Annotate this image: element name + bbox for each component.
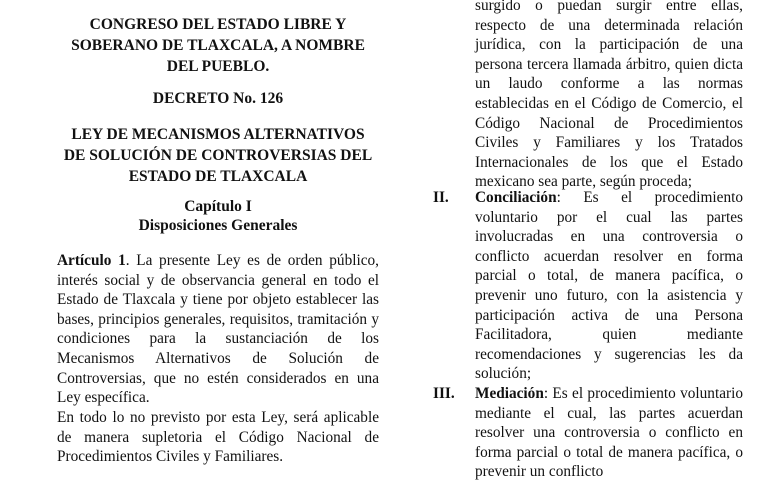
decree-number: DECRETO No. 126: [152, 90, 284, 107]
law-title: LEY DE MECANISMOS ALTERNATIVOS DE SOLUCIÓN DE CONTROVERSIAS DEL ESTADO DE TLAXCALA: [63, 126, 373, 185]
list-item-mediacion: [433, 384, 743, 482]
item-term: Mediación: [475, 385, 544, 402]
paragraph-supletoria: En todo lo no previsto por esta Ley, será aplicable de manera supletoria el Código Nacional de Procedimientos Civiles y Familiares.: [57, 409, 379, 466]
item-body: [475, 384, 743, 482]
arbitration-continuation: surgido o puedan surgir entre ellas, respecto de una determinada relación jurídica, con la participación de una persona tercera llamada árbitro, quien dicta un laudo conforme a las normas establecidas en el Código de Comercio, el Código Nacional de Procedimientos Civiles y Familiares y los Tratados Internacionales de los que el Estado mexicano sea parte, según proceda;: [475, 0, 743, 191]
item-number: III.: [433, 385, 455, 402]
item-term: Conciliación: [475, 189, 557, 206]
article-1-text: . La presente Ley es de orden público, interés social y de observancia general en todo el Estado de Tlaxcala y tiene por objeto establecer las bases, principios generales, requisitos, tramitación y condiciones para la sustanciación de los Mecanismos Alternativos de Solución de Controversias, que no estén considerados en una Ley específica.: [57, 252, 379, 407]
item-body: [475, 188, 743, 384]
item-text: : Es el procedimiento voluntario por el cual las partes involucradas en una controversia o conflicto acuerdan resolver en forma parcial o total, de manera pacífica, o prevenir uno futuro, con la asistencia y participación activa de una Persona Facilitadora, quien mediante recomendaciones y sugerencias les da solución;: [475, 189, 743, 383]
article-1-label: Artículo 1: [57, 252, 126, 269]
article-1: [57, 251, 379, 408]
item-number: II.: [433, 189, 449, 206]
item-text: : Es el procedimiento voluntario mediante el cual, las partes acuerdan resolver una controversia o conflicto en forma parcial o total de manera pacífica, o prevenir un conflicto: [475, 385, 743, 481]
chapter-number: Capítulo I: [184, 198, 252, 215]
list-item-conciliacion: [433, 188, 743, 384]
chapter-name: Disposiciones Generales: [138, 217, 298, 234]
congress-title: CONGRESO DEL ESTADO LIBRE Y SOBERANO DE TLAXCALA, A NOMBRE DEL PUEBLO.: [71, 16, 365, 75]
